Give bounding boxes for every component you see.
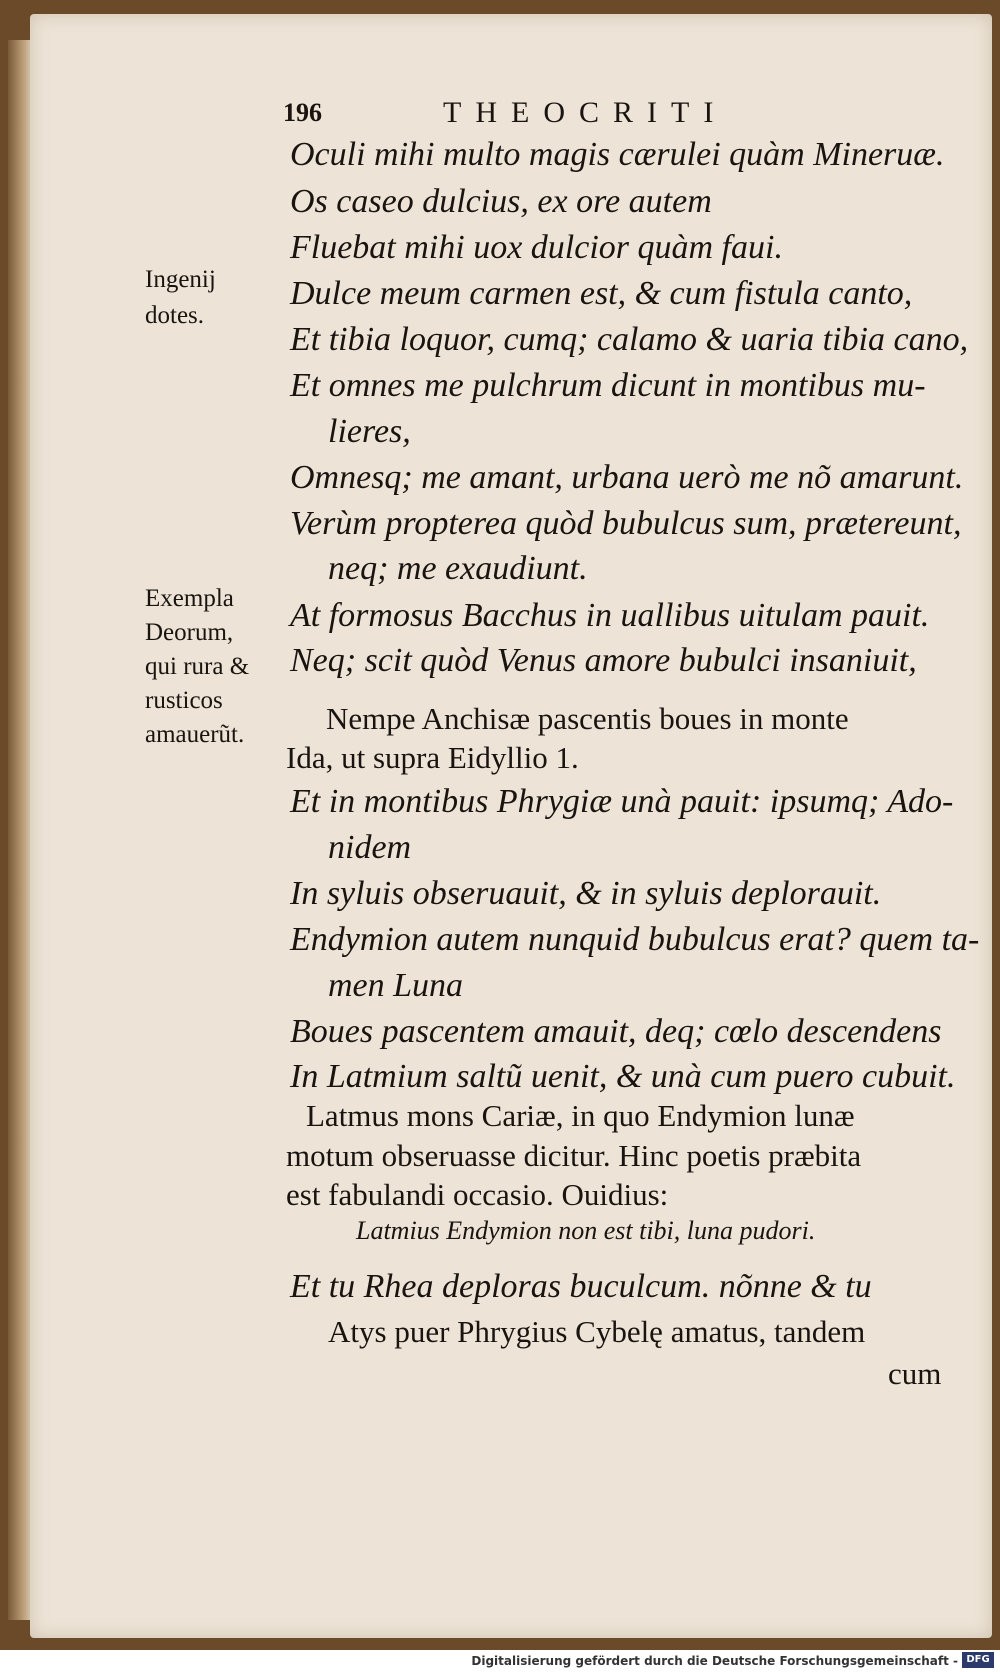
verse-line: Dulce meum carmen est, & cum fistula canto, — [290, 275, 913, 312]
verse-line: Fluebat mihi uox dulcior quàm faui. — [290, 229, 783, 266]
verse-line: Et tibia loquor, cumq; calamo & uaria tibia cano, — [290, 321, 969, 358]
verse-line: men Luna — [328, 967, 464, 1004]
verse-line: Oculi mihi multo magis cærulei quàm Mineruæ. — [290, 136, 945, 173]
verse-line: lieres, — [328, 413, 411, 450]
funding-credit: Digitalisierung gefördert durch die Deutsche Forschungsgemeinschaft - — [471, 1654, 958, 1668]
verse-line: In Latmium saltũ uenit, & unà cum puero cubuit. — [290, 1058, 956, 1095]
commentary-line: Latmus mons Cariæ, in quo Endymion lunæ — [306, 1098, 855, 1133]
commentary-line: est fabulandi occasio. Ouidius: — [286, 1177, 669, 1212]
verse-line: Et omnes me pulchrum dicunt in montibus mu- — [290, 367, 926, 404]
commentary-line: Ida, ut supra Eidyllio 1. — [286, 740, 579, 775]
margin-note-ingenij — [145, 262, 216, 334]
margin-note-line: dotes. — [145, 302, 205, 329]
verse-line: Atys puer Phrygius Cybelę amatus, tandem — [328, 1314, 866, 1349]
page-header — [283, 96, 843, 136]
verse-line: Verùm propterea quòd bubulcus sum, prætereunt, — [290, 505, 962, 542]
catchword: cum — [888, 1356, 942, 1391]
quotation-line: Latmius Endymion non est tibi, luna pudori. — [356, 1216, 816, 1245]
verse-line: Boues pascentem amauit, deq; cœlo descendens — [290, 1013, 942, 1050]
footer-bar — [0, 1650, 1000, 1672]
margin-note-line: rusticos — [145, 687, 223, 714]
margin-note-line: Deorum, — [145, 619, 234, 646]
verse-line: In syluis obseruauit, & in syluis deplorauit. — [290, 875, 882, 912]
commentary-line: motum obseruasse dicitur. Hinc poetis præbita — [286, 1138, 862, 1173]
verse-line: Omnesq; me amant, urbana uerò me nõ amarunt. — [290, 459, 964, 496]
margin-note-exempla — [145, 582, 249, 752]
book-binding-edge — [8, 40, 32, 1620]
verse-line: At formosus Bacchus in uallibus uitulam pauit. — [290, 597, 930, 634]
commentary-line: Nempe Anchisæ pascentis boues in monte — [326, 701, 849, 736]
verse-line: Et in montibus Phrygiæ unà pauit: ipsumq; Ado- — [290, 783, 954, 820]
verse-line: Endymion autem nunquid bubulcus erat? quem ta- — [290, 921, 980, 958]
verse-line: neq; me exaudiunt. — [328, 550, 588, 587]
verse-line: Neq; scit quòd Venus amore bubulci insaniuit, — [290, 642, 917, 679]
margin-note-line: qui rura & — [145, 653, 250, 680]
page-number: 196 — [283, 98, 322, 127]
margin-note-line: amauerũt. — [145, 721, 245, 748]
running-title: THEOCRITI — [443, 96, 728, 129]
verse-line: Os caseo dulcius, ex ore autem — [290, 183, 712, 220]
margin-note-line: Exempla — [145, 585, 234, 612]
verse-line: Et tu Rhea deploras buculcum. nõnne & tu — [290, 1268, 872, 1305]
verse-line: nidem — [328, 829, 412, 866]
dfg-logo: DFG — [962, 1652, 994, 1668]
margin-note-line: Ingenij — [145, 266, 216, 293]
